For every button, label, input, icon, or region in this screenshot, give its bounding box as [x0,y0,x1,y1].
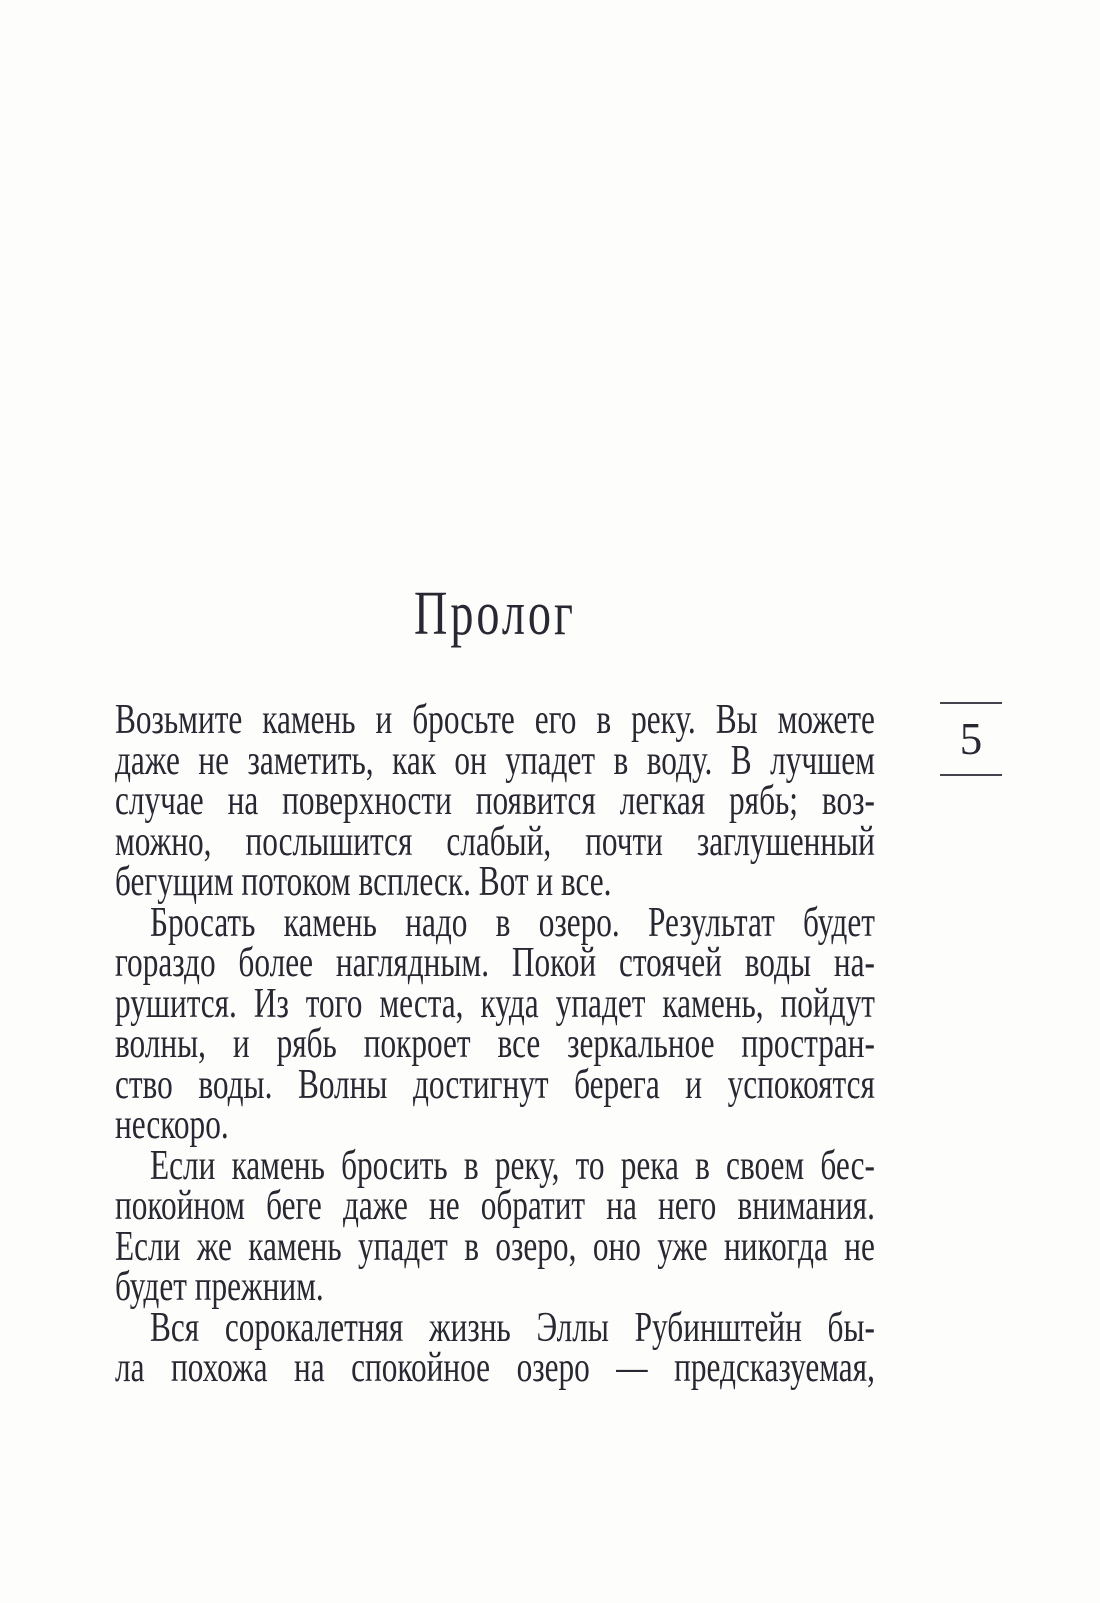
text-line: нескоро. [115,1102,229,1148]
text-line: покойном беге даже не обратит на него внимания. [115,1183,875,1229]
text-line: случае на поверхности появится легкая рябь; воз- [115,778,875,824]
text-line: Если камень бросить в реку, то река в своем бес- [150,1142,875,1189]
page-number: 5 [959,713,983,764]
paragraph [115,1142,875,1310]
text-line: Бросать камень надо в озеро. Результат будет [150,899,875,946]
text-line: рушится. Из того места, куда упадет камень, пойдут [115,980,875,1027]
text-line: ство воды. Волны достигнут берега и успокоятся [115,1061,875,1108]
chapter-heading: Пролог [413,580,576,648]
text-line: гораздо более наглядным. Покой стоячей воды на- [115,940,875,986]
text-line: волны, и рябь покроет все зеркальное простран- [115,1021,875,1067]
paragraph [115,1304,875,1391]
text-line: Вся сорокалетняя жизнь Эллы Рубинштейн бы- [150,1304,875,1351]
text-line: можно, послышится слабый, почти заглушенный [115,818,875,865]
body-text [115,697,875,1391]
text-line: Возьмите камень и бросьте его в реку. Вы можете [115,697,875,743]
text-line: бегущим потоком всплеск. Вот и все. [115,859,612,905]
text-line: ла похожа на спокойное озеро — предсказуемая, [115,1345,875,1391]
paragraph [115,899,875,1148]
paragraph [115,697,875,905]
text-line: Если же камень упадет в озеро, оно уже никогда не [115,1223,875,1270]
text-line: даже не заметить, как он упадет в воду. В лучшем [115,737,875,784]
text-line: будет прежним. [115,1264,324,1310]
page-number-block [940,702,1002,776]
